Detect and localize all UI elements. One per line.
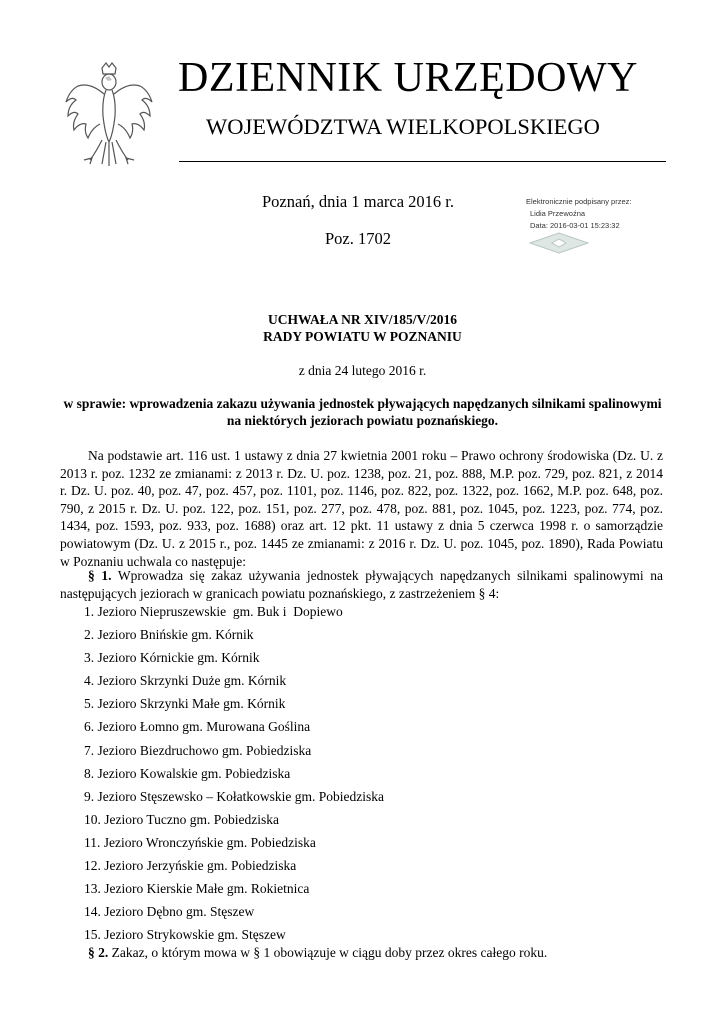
list-item: 12. Jezioro Jerzyńskie gm. Pobiedziska <box>84 858 297 874</box>
paragraph-1-label: § 1. <box>88 568 112 583</box>
list-item: 1. Jezioro Niepruszewskie gm. Buk i Dopiewo <box>84 604 343 619</box>
lakes-list <box>84 603 384 949</box>
legal-basis-paragraph: Na podstawie art. 116 ust. 1 ustawy z dnia 27 kwietnia 2001 roku – Prawo ochrony środowiska (Dz. U. z 2013 r. poz. 1232 ze zmianami: z 2013 r. Dz. U. poz. 1238, poz. 21, poz. 888, M.P. poz. 729, poz. 821, z 2014 r. Dz. U. poz. 40, poz. 47, poz. 457, poz. 1101, poz. 1146, poz. 822, poz. 1322, poz. 1662, M.P. poz. 648, poz. 790, z 2015 r. Dz. U. poz. 122, poz. 151, poz. 277, poz. 478, poz. 881, poz. 1045, poz. 1223, poz. 774, poz. 1434, poz. 1593, poz. 933, poz. 1688) oraz art. 12 pkt. 11 ustawy z dnia 5 czerwca 1998 r. o samorządzie powiatowym (Dz. U. z 2015 r., poz. 1445 ze zmianami: z 2016 r. Dz. U. poz. 1045, poz. 1890), Rada Powiatu w Poznaniu uchwala co następuje: <box>60 448 663 569</box>
list-item: 10. Jezioro Tuczno gm. Pobiedziska <box>84 811 279 827</box>
journal-subtitle: WOJEWÓDZTWA WIELKOPOLSKIEGO <box>206 114 600 139</box>
paragraph-2-text: Zakaz, o którym mowa w § 1 obowiązuje w ciągu doby przez okres całego roku. <box>111 945 548 960</box>
paragraph-1 <box>60 567 663 602</box>
paragraph-2-label: § 2. <box>88 945 109 960</box>
list-item: 4. Jezioro Skrzynki Duże gm. Kórnik <box>84 673 287 689</box>
list-item: 13. Jezioro Kierskie Małe gm. Rokietnica <box>84 881 310 897</box>
signature-seal-icon <box>528 232 590 254</box>
subject-line-2: na niektórych jeziorach powiatu poznańskiego. <box>226 413 499 428</box>
signature-date: Data: 2016-03-01 15:23:32 <box>530 221 620 230</box>
list-item: 7. Jezioro Biezdruchowo gm. Pobiedziska <box>84 742 312 758</box>
paragraph-2 <box>88 945 547 961</box>
journal-title: DZIENNIK URZĘDOWY <box>178 55 638 101</box>
list-item: 2. Jezioro Bnińskie gm. Kórnik <box>84 627 254 643</box>
list-item: 8. Jezioro Kowalskie gm. Pobiedziska <box>84 765 291 781</box>
resolution-authority: RADY POWIATU W POZNANIU <box>263 329 462 344</box>
list-item: 14. Jezioro Dębno gm. Stęszew <box>84 904 255 920</box>
list-item: 5. Jezioro Skrzynki Małe gm. Kórnik <box>84 696 286 712</box>
list-item: 6. Jezioro Łomno gm. Murowana Goślina <box>84 719 311 735</box>
resolution-title <box>0 311 725 345</box>
resolution-date: z dnia 24 lutego 2016 r. <box>298 363 427 378</box>
subject-line-1: w sprawie: wprowadzenia zakazu używania jednostek pływających napędzanych silnikami spalinowymi <box>63 396 662 411</box>
signer-name: Lidia Przewoźna <box>530 209 586 218</box>
list-item: 15. Jezioro Strykowskie gm. Stęszew <box>84 927 286 943</box>
list-item: 3. Jezioro Kórnickie gm. Kórnik <box>84 650 260 666</box>
resolution-subject <box>0 395 725 429</box>
list-item: 9. Jezioro Stęszewsko – Kołatkowskie gm. Pobiedziska <box>84 788 384 804</box>
resolution-number: UCHWAŁA NR XIV/185/V/2016 <box>267 312 457 327</box>
list-item: 11. Jezioro Wronczyńskie gm. Pobiedziska <box>84 834 316 850</box>
eagle-emblem-icon <box>62 60 156 168</box>
electronic-signature <box>526 196 686 232</box>
signature-caption: Elektronicznie podpisany przez: <box>526 197 632 206</box>
paragraph-1-text: Wprowadza się zakaz używania jednostek pływających napędzanych silnikami spalinowymi na następujących jeziorach w granicach powiatu poznańskiego, z zastrzeżeniem § 4: <box>60 568 664 601</box>
place-date: Poznań, dnia 1 marca 2016 r. <box>262 192 454 211</box>
position-number: Poz. 1702 <box>325 229 391 248</box>
header-divider <box>179 161 666 162</box>
